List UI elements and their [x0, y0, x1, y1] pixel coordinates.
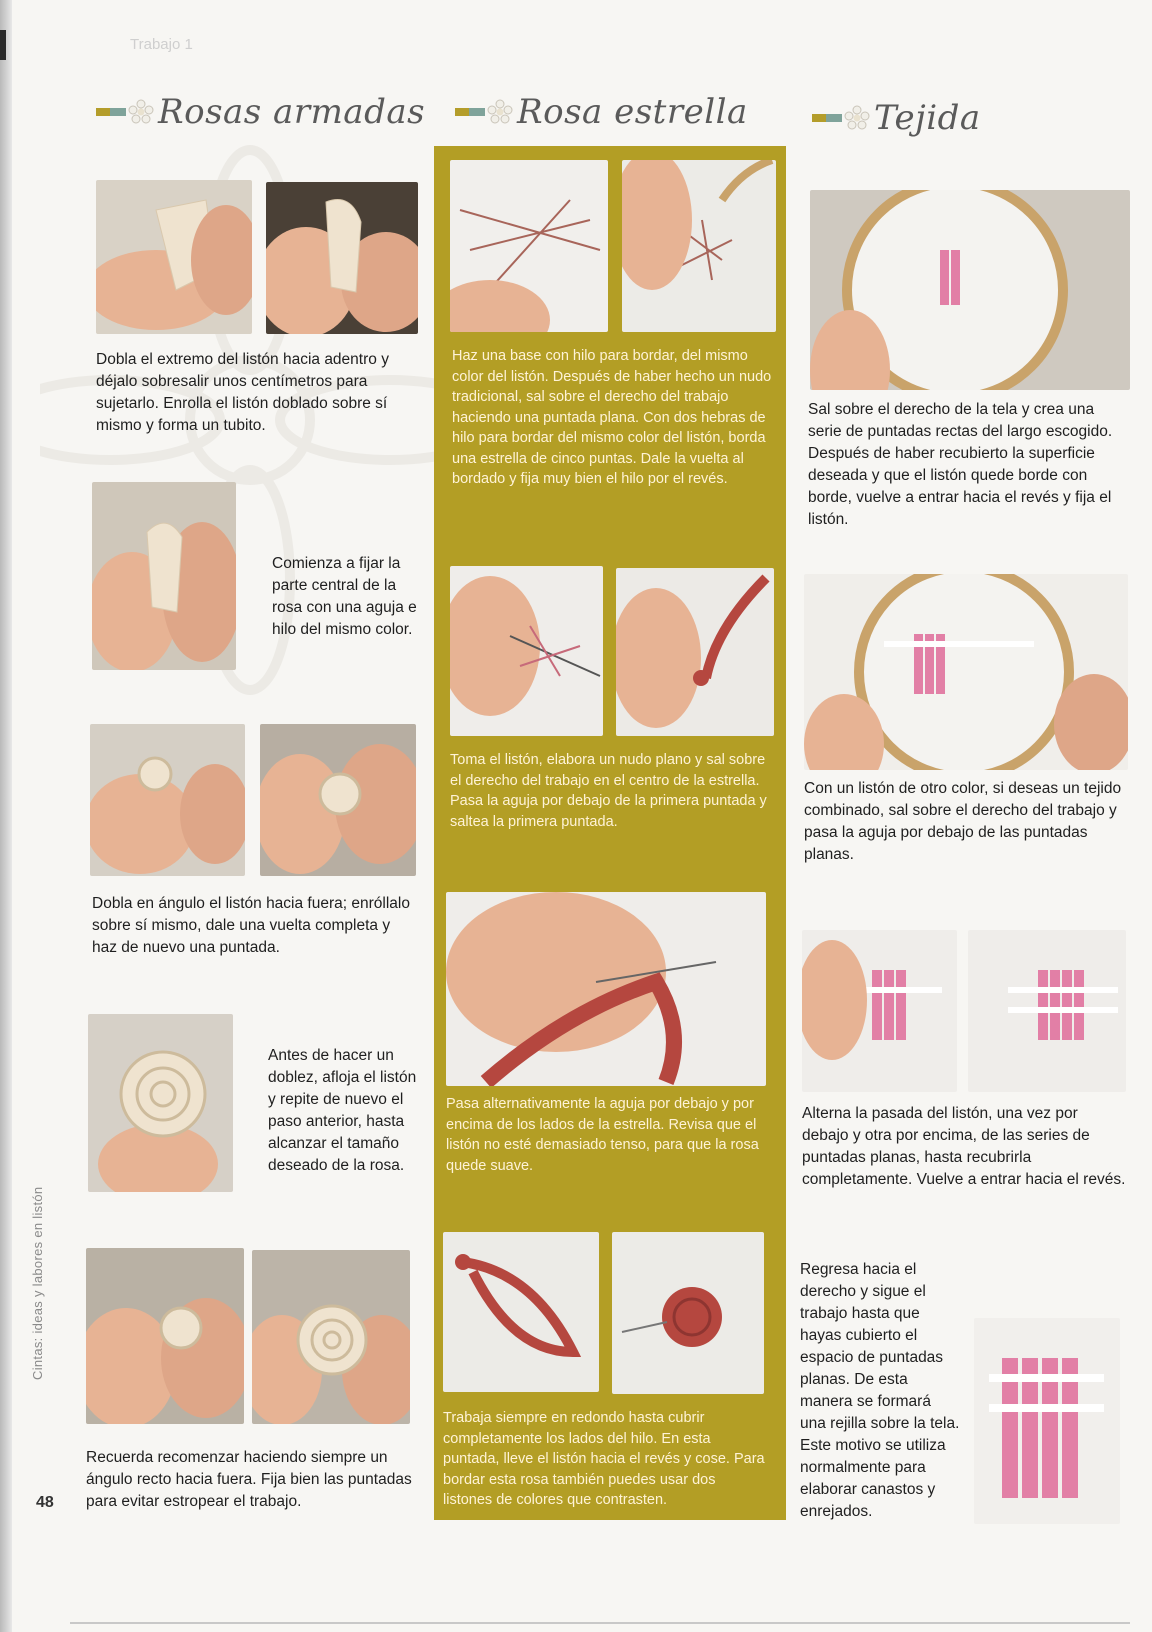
spine-mark: [0, 30, 6, 60]
step-text: Recuerda recomenzar haciendo siempre un ángulo recto hacia fuera. Fija bien las puntadas para evitar estropear el trabajo.: [86, 1449, 412, 1510]
step-text: Alterna la pasada del listón, una vez por debajo y otra por encima, de las series de puntadas planas, hasta recubrirla completamente. Vuelve a entrar hacia el revés.: [802, 1105, 1126, 1188]
side-label: Cintas: ideas y labores en listón: [30, 1186, 45, 1380]
step-text: Sal sobre el derecho de la tela y crea una serie de puntadas rectas del largo escogido. Después de haber recubierto la superficie deseada y que el listón quede borde con borde, vuelve a entrar hacia el revés y fija el listón.: [808, 401, 1113, 528]
photo-satin-angle: [90, 724, 245, 876]
step-text: Toma el listón, elabora un nudo plano y sal sobre el derecho del trabajo en el centro de la estrella. Pasa la aguja por debajo de la primera puntada y saltea la primera puntada.: [450, 752, 767, 830]
header-bar-gold: [455, 108, 469, 116]
step-text: Trabaja siempre en redondo hasta cubrir completamente los lados del hilo. En esta puntada, lleve el listón hacia el revés y cose. Para bordar esta rosa también puedes usar dos listones de colores que contrasten.: [443, 1410, 765, 1508]
top-ghost-text: Trabajo 1: [130, 36, 193, 53]
header-tejida: [812, 98, 981, 138]
photo-hoop-straight-stitches: [810, 190, 1130, 390]
section-title: Tejida: [874, 98, 981, 138]
photo-satin-stitch: [86, 1248, 244, 1424]
step-text: Comienza a fijar la parte central de la rosa con una aguja e hilo del mismo color.: [272, 555, 417, 638]
step-text: Regresa hacia el derecho y sigue el trabajo hasta que hayas cubierto el espacio de puntadas planas. De esta manera se formará una rejilla sobre la tela. Este motivo se utiliza normalmente para elaborar canastos y enrejados.: [800, 1261, 960, 1520]
photo-star-rose-finished: [612, 1232, 764, 1394]
daisy-icon: [487, 99, 513, 125]
header-bar-teal: [826, 114, 842, 122]
header-rosa-estrella: [455, 92, 748, 132]
header-bar-teal: [469, 108, 485, 116]
step-text: Antes de hacer un doblez, afloja el listón y repite de nuevo el paso anterior, hasta alcanzar el tamaño deseado de la rosa.: [268, 1047, 417, 1174]
photo-star-loop: [443, 1232, 599, 1392]
step-text: Dobla en ángulo el listón hacia fuera; enróllalo sobre sí mismo, dale una vuelta completa y haz de nuevo una puntada.: [92, 895, 410, 956]
photo-weave-progress: [802, 930, 957, 1092]
photo-star-thread: [450, 160, 608, 332]
photo-satin-roll: [266, 182, 418, 334]
daisy-icon: [128, 99, 154, 125]
photo-satin-tube: [96, 180, 252, 334]
header-bar-gold: [812, 114, 826, 122]
step-text: Pasa alternativamente la aguja por debajo y por encima de los lados de la estrella. Revisa que el listón no esté demasiado tenso, para que la rosa quede suave.: [446, 1096, 759, 1174]
photo-weave-complete: [968, 930, 1126, 1092]
photo-woven-grid: [974, 1318, 1120, 1524]
page-edge: [0, 0, 12, 1632]
photo-satin-center: [92, 482, 236, 670]
daisy-icon: [844, 105, 870, 131]
step-text: Haz una base con hilo para bordar, del mismo color del listón. Después de haber hecho un nudo tradicional, sal sobre el derecho del trabajo haciendo una puntada plana. Con dos hebras de hilo para bordar del mismo color del listón, borda una estrella de cinco puntas. Dale la vuelta al bordado y fija muy bien el hilo por el revés.: [452, 348, 772, 487]
photo-hoop-second-ribbon: [804, 574, 1128, 770]
photo-star-embroidered: [622, 160, 776, 332]
photo-satin-wrap: [260, 724, 416, 876]
header-rosas-armadas: [96, 92, 425, 132]
photo-star-needle: [450, 566, 603, 736]
photo-star-weaving: [446, 892, 766, 1086]
photo-satin-rose-growing: [88, 1014, 233, 1192]
section-title: Rosa estrella: [517, 92, 748, 132]
bottom-rule: [70, 1622, 1130, 1624]
photo-star-ribbon-start: [616, 568, 774, 736]
header-bar-teal: [110, 108, 126, 116]
photo-satin-finished-rose: [252, 1250, 410, 1424]
section-title: Rosas armadas: [158, 92, 426, 132]
step-text: Dobla el extremo del listón hacia adentro y déjalo sobresalir unos centímetros para sujetarlo. Enrolla el listón doblado sobre sí mismo y forma un tubito.: [96, 351, 389, 434]
step-text: Con un listón de otro color, si deseas un tejido combinado, sal sobre el derecho del trabajo y pasa la aguja por debajo de las puntadas planas.: [804, 780, 1122, 863]
page-number: 48: [36, 1494, 54, 1511]
header-bar-gold: [96, 108, 110, 116]
